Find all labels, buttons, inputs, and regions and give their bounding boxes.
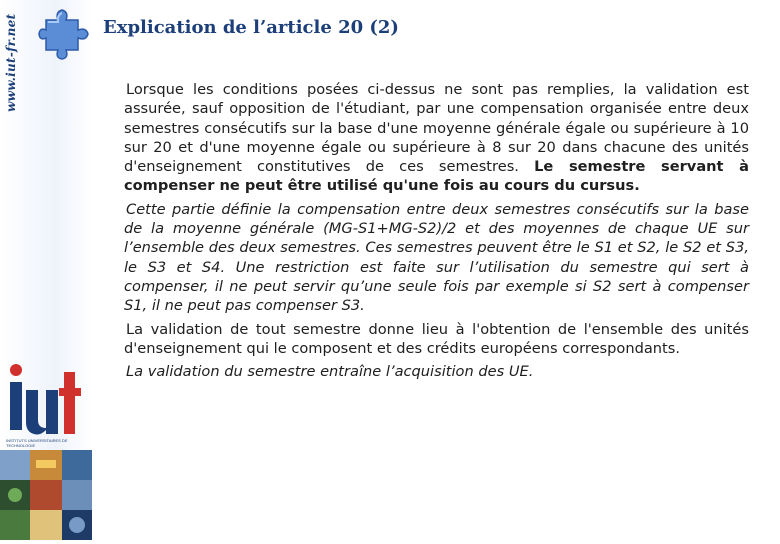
paragraph-1-text: Lorsque les conditions posées ci-dessus ne sont pas remplies, la validation est assurée, sauf opposition de l'étudiant, par une compensation organisée entre deux semestres consécutifs sur la base d'une moyenne générale égale ou supérieure à 10 sur 20 et d'une moyenne égale ou supérieure à 8 sur 20 dans chacune des unités d'enseignement constitutives de ces semestres. [124,81,749,176]
site-url [4,4,26,114]
puzzle-piece-icon [38,6,90,62]
iut-logo [4,350,90,450]
paragraph-2: Cette partie définie la compensation entre deux semestres consécutifs sur la base de la moyenne générale (MG-S1+MG-S2)/2 et des moyennes de chaque UE sur l’ensemble des deux semestres. Ces semestres peuvent être le S1 et S2, le S2 et S3, le S3 et S4. Une restriction est faite sur l’utilisation du semestre qui sert à compenser, il ne peut servir qu’une seule fois par exemple si S2 sert à compenser S1, il ne peut pas compenser S3. [124,200,749,315]
slide-body [124,80,749,381]
paragraph-1-bold: Le semestre servant à compenser ne peut être utilisé qu'une fois au cours du cursus. [124,158,750,195]
paragraph-4: La validation du semestre entraîne l’acquisition des UE. [126,363,534,381]
iut-logo-graphic [4,350,90,450]
site-url-text: www.iut-fr.net [4,13,18,112]
sidebar [0,0,92,540]
photo-collage-graphic [0,450,92,540]
paragraph-1 [124,80,749,196]
puzzle-piece-graphic [38,6,90,62]
photo-collage [0,450,92,540]
slide-title: Explication de l’article 20 (2) [103,17,399,38]
paragraph-3: La validation de tout semestre donne lieu à l'obtention de l'ensemble des unités d'enseignement qui le composent et des crédits européens correspondants. [124,320,749,357]
logo-tagline: INSTITUTS UNIVERSITAIRES DE TECHNOLOGIE [6,438,68,448]
